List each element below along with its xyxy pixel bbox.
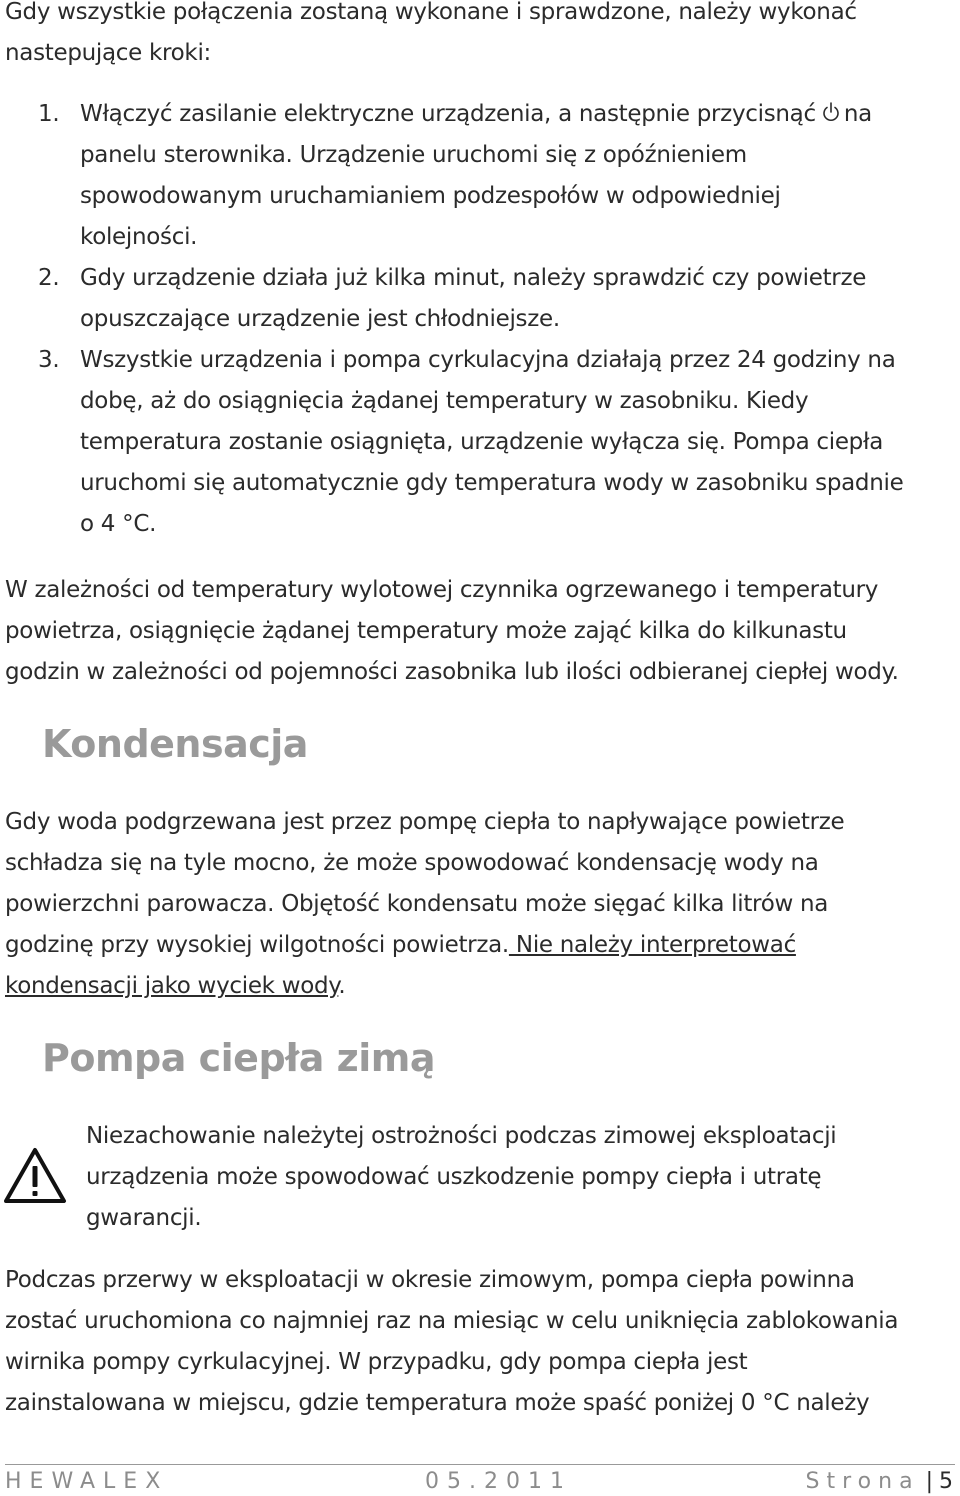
step-line	[80, 94, 950, 135]
step-item	[0, 258, 950, 340]
step-line: panelu sterownika. Urządzenie uruchomi się z opóźnieniem	[80, 142, 747, 168]
step-number: 3.	[38, 347, 60, 373]
warning-text	[86, 1116, 946, 1239]
paragraph-text: .	[338, 973, 346, 999]
paragraph-condensation	[5, 802, 955, 1007]
page-footer	[5, 1468, 955, 1496]
warning-icon	[2, 1146, 68, 1206]
intro-line: Gdy wszystkie połączenia zostaną wykonane i sprawdzone, należy wykonać	[5, 0, 857, 25]
paragraph-line: powietrza, osiągnięcie żądanej temperatury może zająć kilka do kilkunastu	[5, 618, 847, 644]
paragraph-line: zostać uruchomiona co najmniej raz na miesiąc w celu uniknięcia zablokowania	[5, 1308, 899, 1334]
step-line: opuszczające urządzenie jest chłodniejsze.	[80, 306, 560, 332]
section-heading-condensation: Kondensacja	[42, 722, 308, 766]
paragraph-line: godzin w zależności od pojemności zasobnika lub ilości odbieranej ciepłej wody.	[5, 659, 899, 685]
footer-brand: HEWALEX	[5, 1469, 169, 1494]
step-number: 2.	[38, 265, 60, 291]
step-line: o 4 °C.	[80, 511, 157, 537]
paragraph-text: godzinę przy wysokiej wilgotności powietrza.	[5, 932, 509, 958]
intro-line: nastepujące kroki:	[5, 40, 211, 66]
paragraph-line: Gdy woda podgrzewana jest przez pompę ciepła to napływające powietrze	[5, 809, 845, 835]
footer-date: 05.2011	[425, 1469, 572, 1494]
step-number: 1.	[38, 101, 60, 127]
step-line: spowodowanym uruchamianiem podzespołów w odpowiedniej	[80, 183, 781, 209]
step-line: Gdy urządzenie działa już kilka minut, należy sprawdzić czy powietrze	[80, 265, 867, 291]
paragraph-line: wirnika pompy cyrkulacyjnej. W przypadku, gdy pompa ciepła jest	[5, 1349, 748, 1375]
paragraph-line: Podczas przerwy w eksploatacji w okresie zimowym, pompa ciepła powinna	[5, 1267, 855, 1293]
paragraph-temperature	[5, 570, 955, 693]
step-line: kolejności.	[80, 224, 198, 250]
paragraph-line: zainstalowana w miejscu, gdzie temperatura może spaść poniżej 0 °C należy	[5, 1390, 870, 1416]
warning-line: urządzenia może spowodować uszkodzenie pompy ciepła i utratę	[86, 1164, 822, 1190]
steps-list	[0, 94, 950, 545]
paragraph-line: W zależności od temperatury wylotowej czynnika ogrzewanego i temperatury	[5, 577, 879, 603]
footer-separator: |	[925, 1469, 933, 1494]
intro-paragraph	[5, 0, 955, 74]
paragraph-line: schładza się na tyle mocno, że może spowodować kondensację wody na	[5, 850, 819, 876]
paragraph-line	[5, 966, 955, 1007]
step-line: Wszystkie urządzenia i pompa cyrkulacyjna działają przez 24 godziny na	[80, 347, 896, 373]
footer-page	[806, 1468, 953, 1496]
section-heading-winter: Pompa ciepła zimą	[42, 1036, 436, 1080]
footer-page-number: 5	[939, 1469, 953, 1494]
step-text: na	[843, 101, 872, 127]
warning-line: Niezachowanie należytej ostrożności podczas zimowej eksploatacji	[86, 1123, 837, 1149]
step-line: uruchomi się automatycznie gdy temperatura wody w zasobniku spadnie	[80, 470, 904, 496]
footer-page-label: Strona	[805, 1469, 920, 1494]
step-text: Włączyć zasilanie elektryczne urządzenia, a następnie przycisnąć	[80, 101, 816, 127]
step-line: temperatura zostanie osiągnięta, urządzenie wyłącza się. Pompa ciepła	[80, 429, 884, 455]
paragraph-line: powierzchni parowacza. Objętość kondensatu może sięgać kilka litrów na	[5, 891, 829, 917]
underlined-note: Nie należy interpretować	[508, 932, 796, 958]
step-line: dobę, aż do osiągnięcia żądanej temperatury w zasobniku. Kiedy	[80, 388, 809, 414]
underlined-note: kondensacji jako wyciek wody	[5, 973, 339, 999]
power-icon	[820, 96, 842, 118]
paragraph-line	[5, 925, 955, 966]
warning-line: gwarancji.	[86, 1205, 202, 1231]
warning-box	[0, 1116, 960, 1246]
paragraph-winter	[5, 1260, 955, 1424]
step-item	[0, 94, 950, 258]
step-item	[0, 340, 950, 545]
footer-divider	[5, 1464, 955, 1465]
